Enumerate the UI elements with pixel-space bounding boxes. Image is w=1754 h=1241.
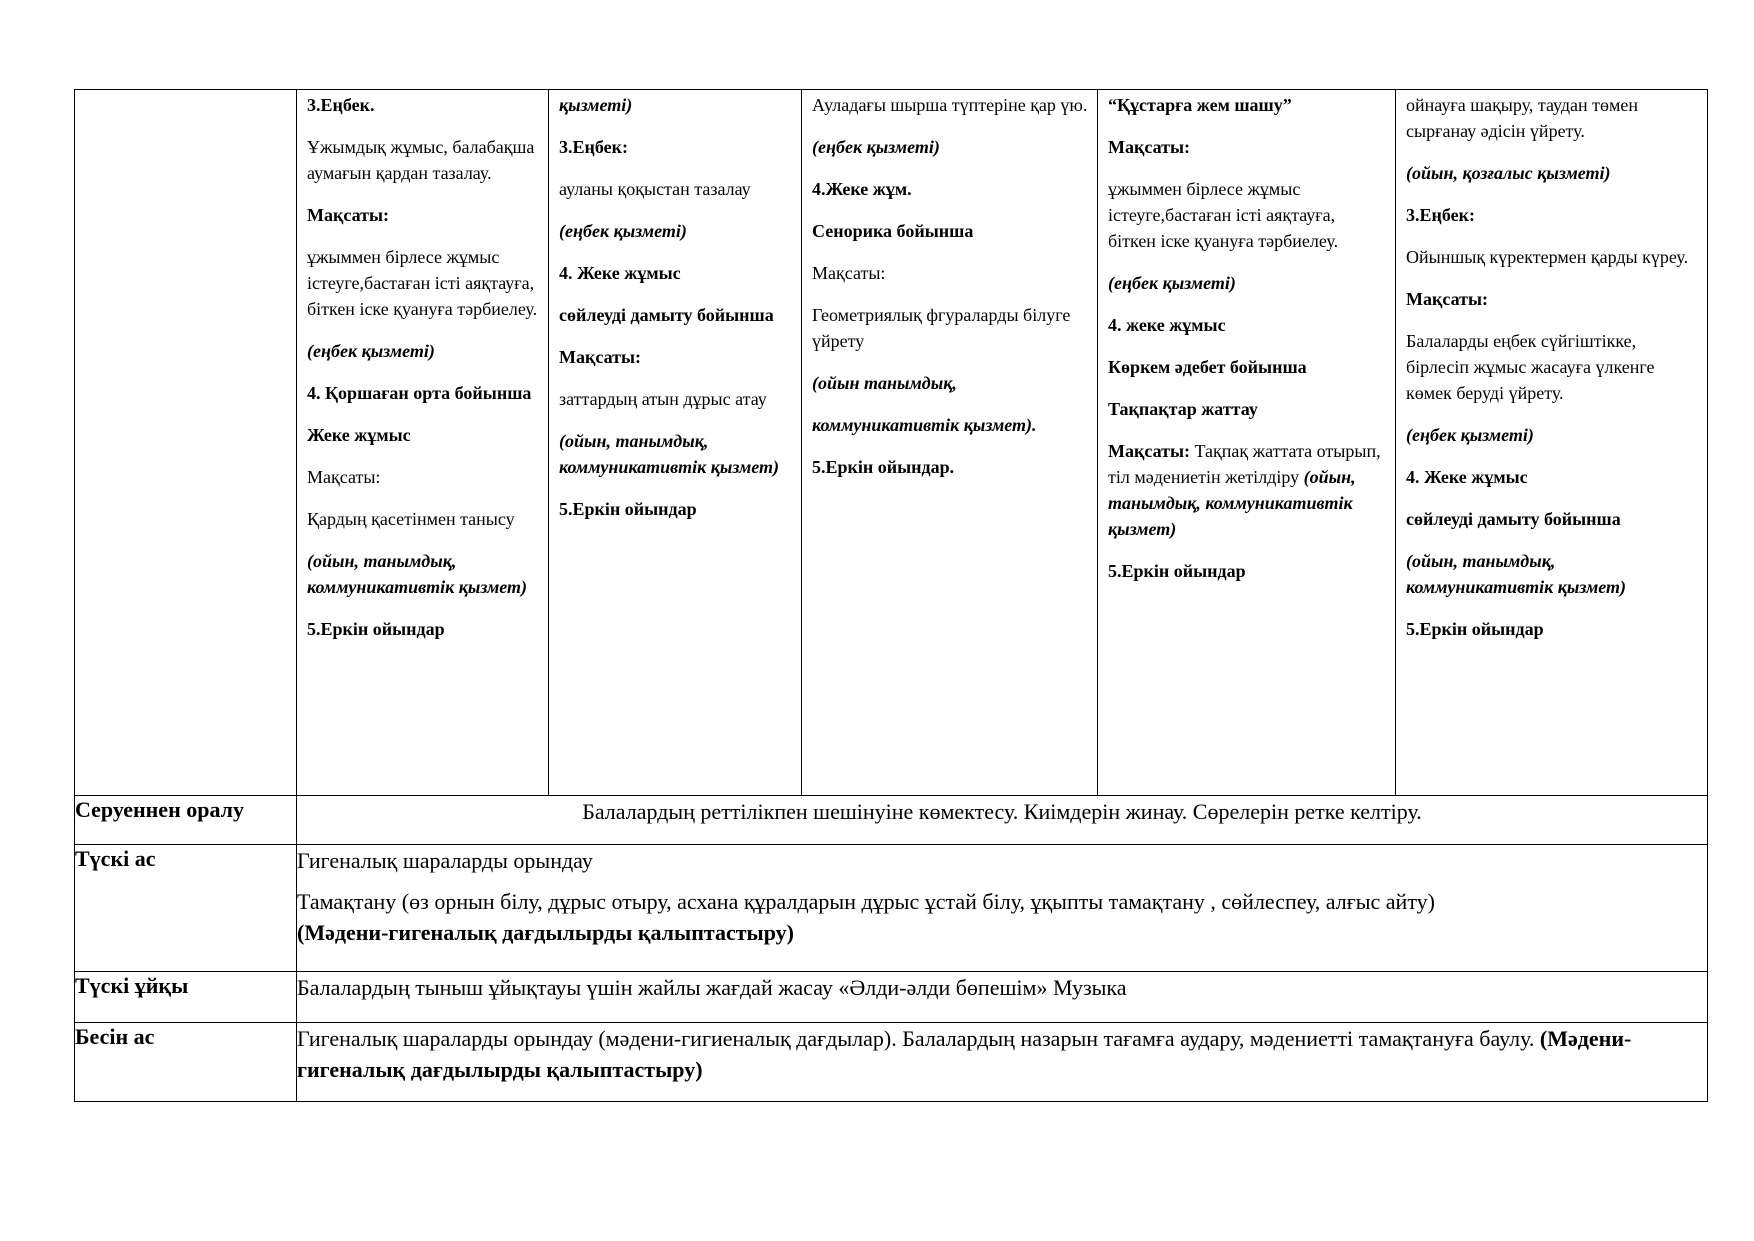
plan-table <box>74 89 1708 1102</box>
walk-line: (ойын танымдық, <box>812 373 957 393</box>
row-label: Бесін ас <box>75 1023 297 1102</box>
walk-line: (ойын, танымдық, коммуникативтік қызмет) <box>307 551 528 597</box>
row-label: Серуеннен оралу <box>75 796 297 845</box>
walk-line: 5.Еркін ойындар <box>1406 619 1544 639</box>
walk-line: 4. Жеке жұмыс <box>1406 467 1528 487</box>
snack-row <box>75 1023 1708 1102</box>
walk-line: Балаларды еңбек сүйгіштікке, бірлесіп жұмыс жасауға үлкенге көмек беруді үйрету. <box>1406 331 1655 403</box>
walk-day-1 <box>297 90 549 796</box>
row-content <box>297 845 1708 972</box>
walk-line: 3.Еңбек: <box>1406 205 1475 225</box>
walk-line: сөйлеуді дамыту бойынша <box>1406 509 1621 529</box>
lunch-goal: (Мәдени-гигеналық дағдылырды қалыптастыру) <box>297 920 794 945</box>
walk-line: 4.Жеке жұм. <box>812 179 912 199</box>
walk-line: сөйлеуді дамыту бойынша <box>559 305 774 325</box>
walk-line: 4. Жеке жұмыс <box>559 263 681 283</box>
row-label: Түскі ұйқы <box>75 972 297 1023</box>
return-walk-row <box>75 796 1708 845</box>
walk-line: (еңбек қызметі) <box>1108 273 1236 293</box>
row-content: Гигеналық шараларды орындау (мәдени-гигиеналық дағдылар). Балалардың назарын тағамға аудару, мәдениетті тамақтануға баулу. (Мәдени-гигеналық дағдылырды қалыптастыру) <box>297 1023 1708 1102</box>
walk-line: (ойын, қозғалыс қызметі) <box>1406 163 1611 183</box>
walk-line: Жеке жұмыс <box>307 425 411 445</box>
walk-line: 5.Еркін ойындар <box>559 499 697 519</box>
walk-line: ауланы қоқыстан тазалау <box>559 179 751 199</box>
walk-day-5 <box>1396 90 1708 796</box>
walk-line: Мақсаты: <box>1406 289 1488 309</box>
walk-day-2 <box>549 90 802 796</box>
walk-line: Ойыншық күректермен қарды күреу. <box>1406 247 1689 267</box>
walk-line: ұжыммен бірлесе жұмыс істеуге,бастаған істі аяқтауға, біткен іске қуануға тәрбиелеу. <box>1108 179 1339 251</box>
row-label: Түскі ас <box>75 845 297 972</box>
walk-line: 3.Еңбек. <box>307 95 375 115</box>
walk-line: Мақсаты: <box>1108 137 1190 157</box>
lunch-hygiene: Гигеналық шараларды орындау <box>297 848 593 873</box>
walk-line: (еңбек қызметі) <box>559 221 687 241</box>
walk-line: (еңбек қызметі) <box>1406 425 1534 445</box>
walk-line: Мақсаты: <box>307 205 389 225</box>
lunch-row <box>75 845 1708 972</box>
walk-line: 5.Еркін ойындар. <box>812 457 955 477</box>
walk-label-cell <box>75 90 297 796</box>
walk-line: “Құстарға жем шашу” <box>1108 95 1292 115</box>
walk-line: (еңбек қызметі) <box>812 137 940 157</box>
snack-goal: (Мәдени-гигеналық дағдылырды қалыптастыру) <box>297 1026 1632 1082</box>
walk-line: Тақпақтар жаттау <box>1108 399 1258 419</box>
walk-line: 5.Еркін ойындар <box>307 619 445 639</box>
walk-line: Геометриялық фгураларды білуге үйрету <box>812 305 1071 351</box>
walk-line: ұжыммен бірлесе жұмыс істеуге,бастаған істі аяқтауға, біткен іске қуануға тәрбиелеу. <box>307 247 538 319</box>
walk-line: қызметі) <box>559 95 633 115</box>
walk-line: Көркем әдебет бойынша <box>1108 357 1307 377</box>
walk-line: Мақсаты: <box>812 263 886 283</box>
walk-line: Ауладағы шырша түптеріне қар үю. <box>812 95 1088 115</box>
walk-line: Ұжымдық жұмыс, балабақша аумағын қардан тазалау. <box>307 137 535 183</box>
walk-line: ойнауға шақыру, таудан төмен сырғанау әдісін үйрету. <box>1406 95 1639 141</box>
walk-day-4 <box>1098 90 1396 796</box>
walk-line: Мақсаты: <box>559 347 641 367</box>
walk-line: 3.Еңбек: <box>559 137 628 157</box>
walk-line: заттардың атын дұрыс атау <box>559 389 767 409</box>
nap-row <box>75 972 1708 1023</box>
walk-line: Мақсаты: Тақпақ жаттата отырып, тіл мәдениетін жетілдіру (ойын, танымдық, коммуникативтік қызмет) <box>1108 441 1381 539</box>
row-content: Балалардың реттілікпен шешінуіне көмектесу. Киімдерін жинау. Сөрелерін ретке келтіру. <box>297 796 1708 845</box>
lunch-rules: Тамақтану (өз орнын білу, дұрыс отыру, асхана құралдарын дұрыс ұстай білу, ұқыпты тамақтану , сөйлеспеу, алғыс айту) (Мәдени-гигеналық дағдылырды қалыптастыру) <box>297 889 1435 945</box>
walk-line: коммуникативтік қызмет). <box>812 415 1037 435</box>
walk-row <box>75 90 1708 796</box>
walk-line: (ойын, танымдық, коммуникативтік қызмет) <box>559 431 780 477</box>
walk-line: (еңбек қызметі) <box>307 341 435 361</box>
walk-line: 4. жеке жұмыс <box>1108 315 1226 335</box>
row-content: Балалардың тыныш ұйықтауы үшін жайлы жағдай жасау «Әлди-әлди бөпешім» Музыка <box>297 972 1708 1023</box>
walk-line: Мақсаты: <box>307 467 381 487</box>
walk-day-3 <box>802 90 1098 796</box>
walk-line: Қардың қасетінмен танысу <box>307 509 515 529</box>
walk-line: Сенорика бойынша <box>812 221 974 241</box>
walk-line: 5.Еркін ойындар <box>1108 561 1246 581</box>
walk-line: 4. Қоршаған орта бойынша <box>307 383 532 403</box>
walk-line: (ойын, танымдық, коммуникативтік қызмет) <box>1406 551 1627 597</box>
